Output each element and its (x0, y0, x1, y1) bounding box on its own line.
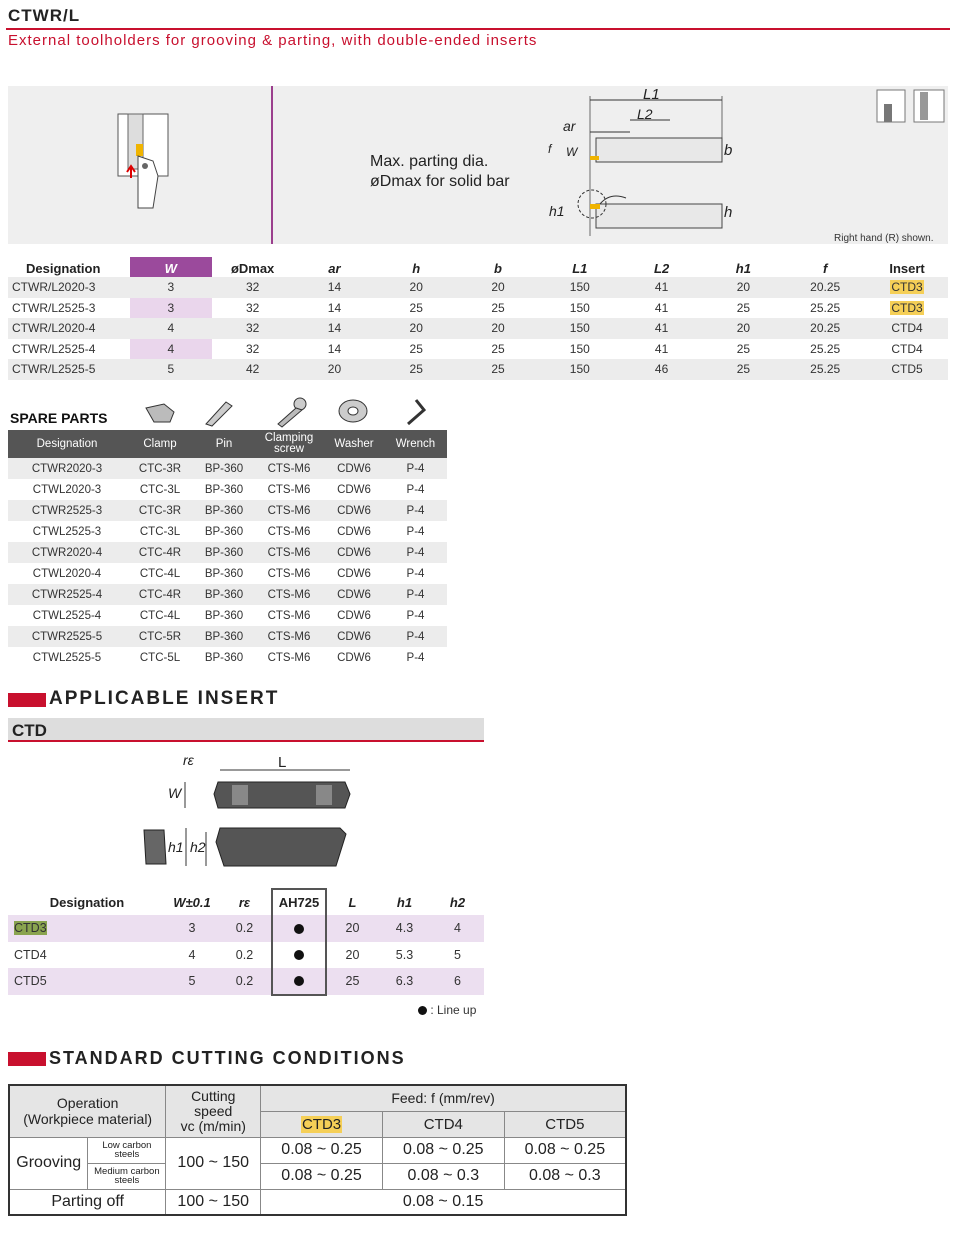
cell: P-4 (384, 626, 447, 647)
title-rule (6, 28, 950, 30)
cell-l1: 150 (539, 318, 621, 339)
wrench-icon (408, 400, 424, 424)
cell-insert: CTD4 (866, 318, 948, 339)
cell: BP-360 (194, 626, 254, 647)
diagram-divider (271, 86, 273, 244)
ins-col-l: L (348, 894, 357, 910)
speed-header-line1: Cutting (191, 1087, 236, 1104)
cell-insert: CTD5 (866, 359, 948, 380)
table-row (8, 500, 447, 521)
cell: CTWL2020-3 (32, 483, 102, 496)
cell-dmax: 42 (212, 359, 294, 380)
parting-speed: 100 ~ 150 (166, 1189, 261, 1215)
dim-f-label: f (548, 142, 552, 156)
cell-insert: CTD4 (891, 341, 923, 356)
cell: CTWL2525-3 (32, 525, 102, 538)
cell-f: 20.25 (784, 277, 866, 298)
cell: CDW6 (337, 609, 371, 622)
cell: CTC-5R (126, 626, 194, 647)
cell-f: 25.25 (810, 300, 841, 315)
col-ar: ar (328, 260, 341, 276)
medium-carbon-label (88, 1163, 166, 1189)
ctd-header-label: CTD (12, 721, 47, 740)
speed-header-line3: vc (m/min) (180, 1117, 246, 1134)
ins-col-re: rε (238, 894, 251, 910)
applicable-insert-title: APPLICABLE INSERT (49, 688, 280, 709)
cell: 5.3 (395, 947, 414, 962)
cell: 0.2 (218, 915, 272, 942)
cell-designation: CTWR/L2020-3 (8, 277, 130, 298)
spare-parts-title: SPARE PARTS (10, 410, 108, 426)
cell-f: 25.25 (784, 359, 866, 380)
cell: BP-360 (194, 500, 254, 521)
lineup-note: : Line up (430, 1003, 477, 1017)
dim-w-label: W (168, 785, 182, 801)
table-row (8, 647, 447, 668)
cell-dmax: 32 (245, 341, 260, 356)
cell-ar: 14 (294, 277, 376, 298)
cell: CTWL2020-4 (32, 567, 102, 580)
cell: 4 (431, 915, 484, 942)
dim-w-label: W (566, 145, 578, 159)
cell-designation: CTWR/L2020-4 (8, 318, 130, 339)
grooving-speed: 100 ~ 150 (166, 1137, 261, 1189)
cell: CDW6 (324, 626, 384, 647)
cutting-conditions-table (8, 1084, 627, 1216)
cell: P-4 (384, 584, 447, 605)
sp-col-clamping-line1: Clamping (264, 432, 314, 444)
speed-header-line2: speed (194, 1102, 233, 1119)
table-row (8, 915, 484, 942)
ins-col-h1: h1 (396, 894, 413, 910)
cell-designation: CTWR/L2525-3 (12, 300, 96, 315)
cell: CTC-4L (139, 567, 181, 580)
cell: 0.2 (235, 947, 254, 962)
feed-header: Feed: f (mm/rev) (261, 1085, 626, 1111)
max-parting-line2: øDmax for solid bar (370, 173, 510, 190)
cell: CTC-3L (139, 525, 181, 538)
col-h: h (412, 260, 421, 276)
lineup-dot-icon (294, 924, 304, 934)
sp-col-pin: Pin (194, 430, 254, 458)
cell: CDW6 (337, 525, 371, 538)
cell: 0.2 (218, 968, 272, 995)
cell: BP-360 (204, 483, 244, 496)
cell-dmax: 32 (212, 318, 294, 339)
cell-h1: 20 (702, 318, 784, 339)
dim-l1-label: L1 (643, 86, 660, 103)
cell: 20 (345, 947, 360, 962)
col-l2: L2 (654, 260, 670, 276)
feed-col-ctd5: CTD5 (504, 1111, 626, 1137)
cell: P-4 (406, 525, 425, 538)
clamp-icon (146, 404, 174, 422)
cell: P-4 (384, 458, 447, 479)
cell-ar: 20 (294, 359, 376, 380)
toolholder-front-view-image (8, 86, 272, 244)
cell: CDW6 (324, 542, 384, 563)
col-insert: Insert (889, 260, 925, 276)
cell: CDW6 (324, 584, 384, 605)
cell: CTS-M6 (254, 458, 324, 479)
cell: CTS-M6 (267, 609, 311, 622)
cell: 5 (454, 947, 461, 962)
cell-l2: 41 (621, 277, 703, 298)
cell: P-4 (406, 567, 425, 580)
cell: CTWR2525-5 (8, 626, 126, 647)
insert-link[interactable]: CTD3 (891, 300, 923, 315)
cell: CDW6 (337, 567, 371, 580)
cell-b: 20 (457, 318, 539, 339)
cell: BP-360 (194, 584, 254, 605)
sp-col-clamp: Clamp (126, 430, 194, 458)
feed-col-ctd4: CTD4 (382, 1111, 504, 1137)
feed-cell: 0.08 ~ 0.25 (261, 1163, 383, 1189)
col-designation: Designation (26, 260, 101, 276)
table-row (8, 584, 447, 605)
cell: P-4 (406, 483, 425, 496)
ins-col-h2: h2 (449, 894, 466, 910)
cell-l1: 150 (539, 359, 621, 380)
cell: CTC-4R (126, 542, 194, 563)
cell-h: 25 (375, 359, 457, 380)
washer-icon (339, 400, 367, 422)
table-row (8, 359, 948, 380)
holder-spec-table (8, 257, 948, 380)
cell: CTS-M6 (254, 500, 324, 521)
cell: CTC-4R (126, 584, 194, 605)
medium-carbon-line2: steels (114, 1175, 140, 1186)
cell: 5 (166, 968, 218, 995)
cell-l1: 150 (569, 300, 590, 315)
feed-col-ctd3 (261, 1111, 383, 1137)
low-carbon-label (88, 1137, 166, 1163)
op-header-line2: (Workpiece material) (23, 1111, 153, 1128)
cell: CTC-3R (126, 500, 194, 521)
cell-h: 25 (409, 341, 423, 356)
feed-cell: 0.08 ~ 0.25 (504, 1137, 626, 1163)
cell: 20 (326, 915, 378, 942)
cell-w: 4 (130, 318, 212, 339)
insert-drawing-image (140, 752, 360, 877)
cell-l2: 41 (654, 300, 669, 315)
cell-dmax: 32 (212, 277, 294, 298)
cell-b: 25 (491, 300, 505, 315)
cell: CTS-M6 (267, 651, 311, 664)
cell-b: 20 (457, 277, 539, 298)
sp-col-designation: Designation (8, 430, 126, 458)
table-row (8, 968, 484, 995)
cell-designation (8, 915, 166, 942)
table-row (8, 318, 948, 339)
spare-parts-icons (140, 396, 440, 428)
cell: BP-360 (194, 542, 254, 563)
cell: CTC-5L (139, 651, 181, 664)
lineup-dot-cell (272, 915, 326, 942)
section-marker (8, 1052, 46, 1066)
cell: 6.3 (378, 968, 431, 995)
page-title: CTWR/L (8, 6, 81, 25)
dim-re-label: rε (183, 752, 194, 768)
parting-label: Parting off (9, 1189, 166, 1215)
table-row (8, 298, 948, 319)
cell-l2: 46 (621, 359, 703, 380)
cell-h: 20 (375, 318, 457, 339)
cell: CTWL2525-5 (32, 651, 102, 664)
cell: P-4 (384, 500, 447, 521)
cell: P-4 (384, 542, 447, 563)
cell: BP-360 (204, 651, 244, 664)
right-hand-note: Right hand (R) shown. (834, 233, 934, 244)
cell-designation: CTWR/L2525-4 (12, 341, 96, 356)
feed-cell: 0.08 ~ 0.25 (382, 1137, 504, 1163)
table-row (8, 479, 447, 500)
cell-l2: 41 (654, 341, 669, 356)
cell-designation: CTD4 (14, 947, 47, 962)
grooving-label: Grooving (9, 1137, 88, 1189)
cell: BP-360 (194, 458, 254, 479)
col-h1: h1 (735, 260, 751, 276)
cell: CDW6 (337, 483, 371, 496)
cell: CTWL2525-4 (32, 609, 102, 622)
cell: CTWR2525-3 (8, 500, 126, 521)
cell-w: 4 (130, 339, 212, 360)
sp-col-clamping-line2: screw (273, 443, 305, 455)
dim-h1-label: h1 (168, 839, 184, 855)
cell-designation: CTD5 (8, 968, 166, 995)
clamping-screw-icon (278, 398, 306, 427)
cell-l1: 150 (569, 341, 590, 356)
op-header-line1: Operation (56, 1095, 119, 1112)
cell-ar: 14 (327, 300, 342, 315)
insert-spec-table (8, 888, 484, 996)
cell: CTS-M6 (267, 483, 311, 496)
parting-feed: 0.08 ~ 0.15 (261, 1189, 626, 1215)
max-parting-line1: Max. parting dia. (370, 153, 489, 170)
cell-h: 25 (409, 300, 423, 315)
cell-dmax: 32 (245, 300, 260, 315)
cell: CTWR2525-4 (8, 584, 126, 605)
insert-link[interactable]: CTD3 (891, 280, 923, 295)
cell-w: 3 (130, 277, 212, 298)
table-row (8, 942, 484, 969)
feed-cell: 0.08 ~ 0.3 (504, 1163, 626, 1189)
pin-icon (206, 402, 232, 426)
cell: P-4 (406, 651, 425, 664)
cell: BP-360 (204, 567, 244, 580)
cutting-conditions-title: STANDARD CUTTING CONDITIONS (49, 1048, 406, 1068)
cell-h1: 25 (702, 359, 784, 380)
cell-w: 3 (130, 298, 212, 319)
cell-ar: 14 (294, 318, 376, 339)
dim-h2-label: h2 (190, 839, 206, 855)
cell: BP-360 (204, 525, 244, 538)
dim-b-label: b (724, 142, 733, 159)
spare-parts-table (8, 430, 447, 668)
cell: CDW6 (324, 458, 384, 479)
cell: 6 (431, 968, 484, 995)
col-f: f (823, 260, 828, 276)
cell-b: 25 (491, 341, 505, 356)
ctd-header-bar (8, 718, 484, 742)
cell-f: 25.25 (810, 341, 841, 356)
cell: CTC-3L (139, 483, 181, 496)
cell-ar: 14 (327, 341, 342, 356)
cell-insert (866, 277, 948, 298)
sp-col-washer: Washer (324, 430, 384, 458)
cell: 4 (188, 947, 196, 962)
sp-col-wrench: Wrench (384, 430, 447, 458)
hand-orientation-icon (876, 88, 946, 124)
lineup-dot-icon (418, 1006, 427, 1015)
dim-ar-label: ar (563, 118, 576, 134)
cell: CTS-M6 (254, 626, 324, 647)
cell: P-4 (406, 609, 425, 622)
cell: CTWR2020-3 (8, 458, 126, 479)
col-w: W (130, 257, 212, 277)
cell-h1: 25 (736, 341, 751, 356)
cell-h1: 20 (702, 277, 784, 298)
cell-designation: CTWR/L2525-5 (8, 359, 130, 380)
dim-l2-label: L2 (637, 106, 653, 122)
cell: CTS-M6 (254, 542, 324, 563)
speed-header (166, 1085, 261, 1137)
ins-col-w: W±0.1 (173, 894, 211, 910)
ins-col-designation: Designation (49, 894, 125, 910)
cell-l1: 150 (539, 277, 621, 298)
cell-h1: 25 (736, 300, 751, 315)
cell: 25 (326, 968, 378, 995)
col-dmax: øDmax (230, 260, 275, 276)
table-row (8, 626, 447, 647)
lineup-dot-icon (294, 950, 304, 960)
cell-h: 20 (375, 277, 457, 298)
col-b: b (494, 260, 502, 276)
dim-l-label: L (278, 754, 287, 771)
cell: CDW6 (337, 651, 371, 664)
low-carbon-line1: Low carbon (102, 1140, 152, 1151)
table-row (8, 458, 447, 479)
table-row (8, 277, 948, 298)
col-l1: L1 (572, 260, 588, 276)
cell: CTC-3R (126, 458, 194, 479)
cell: 3 (166, 915, 218, 942)
medium-carbon-line1: Medium carbon (94, 1166, 160, 1177)
feed-cell: 0.08 ~ 0.25 (261, 1137, 383, 1163)
cell-w: 5 (130, 359, 212, 380)
cell: CTWR2020-4 (8, 542, 126, 563)
dim-h1-label: h1 (549, 203, 565, 219)
cell-f: 20.25 (784, 318, 866, 339)
cell: CDW6 (324, 500, 384, 521)
lineup-dot-icon (294, 976, 304, 986)
lineup-legend (418, 1003, 476, 1017)
feed-cell: 0.08 ~ 0.3 (382, 1163, 504, 1189)
sp-col-clamping-screw (254, 430, 324, 458)
cell-b: 25 (457, 359, 539, 380)
section-marker (8, 693, 46, 707)
page-subtitle: External toolholders for grooving & parting, with double-ended inserts (8, 32, 538, 49)
max-parting-label (370, 152, 510, 192)
table-row (8, 542, 447, 563)
cell-l2: 41 (621, 318, 703, 339)
cell: CTS-M6 (254, 584, 324, 605)
insert-designation: CTD3 (14, 921, 47, 936)
ins-col-ah725: AH725 (272, 889, 326, 915)
low-carbon-line2: steels (114, 1149, 140, 1160)
cell: CTC-4L (139, 609, 181, 622)
cell: BP-360 (204, 609, 244, 622)
lineup-dot-cell (272, 968, 326, 995)
dim-h-label: h (724, 204, 733, 221)
table-row (8, 605, 447, 626)
cell: 4.3 (378, 915, 431, 942)
cell: CTS-M6 (267, 525, 311, 538)
table-row (8, 563, 447, 584)
ctd3-label: CTD3 (301, 1115, 342, 1133)
table-row (8, 521, 447, 542)
lineup-dot-cell (272, 942, 326, 969)
cell: CTS-M6 (267, 567, 311, 580)
op-header (9, 1085, 166, 1137)
cell-insert (866, 298, 948, 319)
table-row (8, 339, 948, 360)
